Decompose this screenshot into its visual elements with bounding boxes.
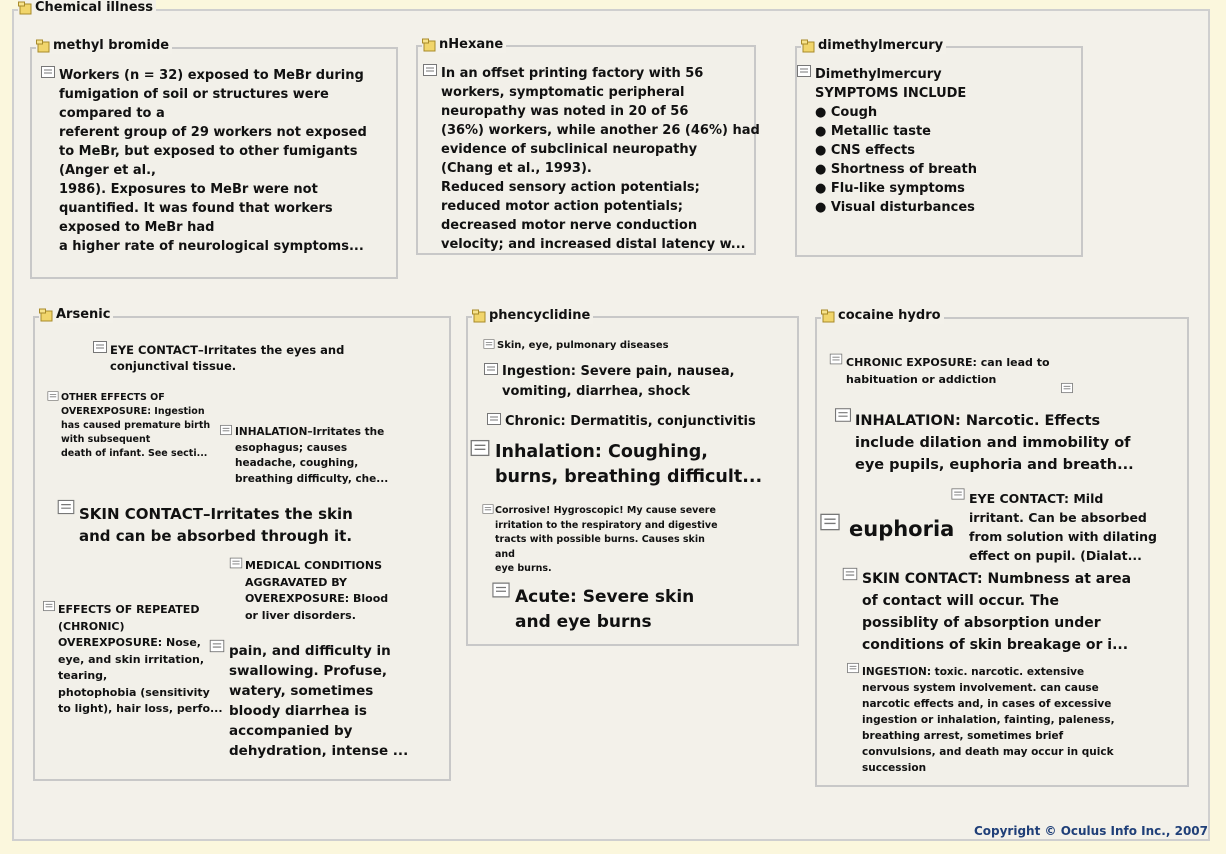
note-icon[interactable]: [483, 339, 494, 349]
folder-icon: [18, 1, 32, 15]
note-icon[interactable]: [220, 425, 232, 435]
note-icon[interactable]: [58, 500, 75, 514]
note-arsenic-eye[interactable]: EYE CONTACT–Irritates the eyes and conjunctival tissue.: [110, 343, 345, 373]
group-title-phencyclidine[interactable]: [472, 308, 593, 324]
folder-icon: [801, 39, 815, 53]
container-title[interactable]: [18, 0, 156, 16]
note-cocaine-skin[interactable]: SKIN CONTACT: Numbness at area of contact will occur. The possiblity of absorption under conditions of skin breakage or i...: [862, 571, 1132, 653]
note-cocaine-inhalation[interactable]: INHALATION: Narcotic. Effects include dilation and immobility of eye pupils, euphoria and breath...: [855, 413, 1134, 473]
note-icon[interactable]: [471, 440, 490, 456]
copyright-text: Copyright © Oculus Info Inc., 2007: [973, 824, 1208, 838]
note-icon[interactable]: [93, 341, 107, 353]
note-cocaine-chronic[interactable]: CHRONIC EXPOSURE: can lead to habituation or addiction: [846, 356, 1050, 386]
note-arsenic-inhalation[interactable]: INHALATION–Irritates the esophagus; causes headache, coughing, breathing difficulty, che...: [235, 426, 389, 485]
note-icon[interactable]: [797, 65, 811, 77]
note-phencyclidine-inhalation[interactable]: Inhalation: Coughing, burns, breathing difficult...: [495, 442, 763, 487]
note-phencyclidine-chronic[interactable]: Chronic: Dermatitis, conjunctivitis: [505, 414, 756, 429]
note-icon[interactable]: [423, 64, 437, 76]
note-arsenic-medical[interactable]: MEDICAL CONDITIONS AGGRAVATED BY OVEREXPOSURE: Blood or liver disorders.: [245, 559, 389, 622]
group-title-label: phencyclidine: [489, 308, 591, 323]
note-methyl-bromide[interactable]: Workers (n = 32) exposed to MeBr during fumigation of soil or structures were compared to a referent group of 29 workers not exposed to MeBr, but exposed to other fumigants (Anger et al., 1986). Exposures to MeBr were not quantified. It was found that workers exposed to MeBr had a higher rate of neurological symptoms...: [59, 68, 367, 254]
note-cocaine-ingestion[interactable]: INGESTION: toxic. narcotic. extensive nervous system involvement. can cause narcotic effects and, in cases of excessive ingestion or inhalation, fainting, paleness, breathing arrest, sometimes brief convulsions, and death may occur in quick succession: [862, 666, 1115, 774]
folder-icon: [821, 309, 835, 323]
symptom-item: ● Metallic taste: [815, 124, 931, 139]
note-arsenic-skin[interactable]: SKIN CONTACT–Irritates the skin and can be absorbed through it.: [79, 505, 353, 545]
note-icon[interactable]: [487, 413, 501, 425]
note-cocaine-eye[interactable]: EYE CONTACT: Mild irritant. Can be absorbed from solution with dilating effect on pupil. (Dialat...: [969, 491, 1157, 563]
note-icon[interactable]: [847, 663, 859, 673]
group-title-label: cocaine hydro: [838, 308, 941, 323]
note-icon[interactable]: [41, 66, 55, 78]
note-dimethylmercury-heading[interactable]: Dimethylmercury SYMPTOMS INCLUDE: [815, 67, 967, 101]
note-icon[interactable]: [43, 601, 55, 611]
note-phencyclidine-corrosive[interactable]: Corrosive! Hygroscopic! My cause severe irritation to the respiratory and digestive tracts with possible burns. Causes skin and eye burns.: [495, 505, 718, 574]
group-title-arsenic[interactable]: [39, 307, 113, 323]
folder-icon: [36, 39, 50, 53]
folder-icon: [472, 309, 486, 323]
group-title-label: methyl bromide: [53, 38, 170, 53]
group-title-label: dimethylmercury: [818, 38, 944, 53]
note-icon[interactable]: [1061, 383, 1073, 393]
note-nhexane[interactable]: In an offset printing factory with 56 workers, symptomatic peripheral neuropathy was noted in 20 of 56 (36%) workers, while another 26 (46%) had evidence of subclinical neuropathy (Chang et al., 1993). Reduced sensory action potentials; reduced motor action potentials; decreased motor nerve conduction velocity; and increased distal latency w...: [441, 66, 760, 252]
note-cocaine-euphoria[interactable]: euphoria: [849, 517, 955, 541]
group-title-dimethylmercury[interactable]: [801, 38, 946, 54]
note-icon[interactable]: [830, 354, 843, 365]
note-icon[interactable]: [47, 391, 58, 401]
note-icon[interactable]: [210, 640, 225, 653]
note-icon[interactable]: [843, 568, 858, 581]
note-icon[interactable]: [484, 363, 498, 375]
symptom-list: [815, 103, 977, 217]
folder-icon: [422, 38, 436, 52]
note-phencyclidine-ingestion[interactable]: Ingestion: Severe pain, nausea, vomiting, diarrhea, shock: [502, 364, 735, 399]
note-phencyclidine-skin-eye[interactable]: Skin, eye, pulmonary diseases: [497, 340, 669, 351]
note-icon[interactable]: [951, 488, 964, 499]
folder-icon: [39, 308, 53, 322]
group-title-label: Arsenic: [56, 307, 111, 322]
group-title-cocaine[interactable]: [821, 308, 944, 324]
group-title-nhexane[interactable]: [422, 37, 506, 53]
symptom-item: ● CNS effects: [815, 143, 916, 158]
note-arsenic-pain[interactable]: pain, and difficulty in swallowing. Profuse, watery, sometimes bloody diarrhea is accompanied by dehydration, intense ...: [229, 643, 409, 759]
note-icon[interactable]: [230, 558, 243, 569]
symptom-item: ● Cough: [815, 105, 878, 120]
note-icon[interactable]: [482, 504, 493, 514]
note-icon[interactable]: [835, 408, 851, 422]
container-title-label: Chemical illness: [35, 0, 153, 15]
group-title-label: nHexane: [439, 37, 504, 52]
symptom-item: ● Flu-like symptoms: [815, 181, 965, 196]
note-phencyclidine-acute[interactable]: Acute: Severe skin and eye burns: [515, 587, 695, 632]
note-icon[interactable]: [492, 583, 510, 598]
note-arsenic-other[interactable]: OTHER EFFECTS OF OVEREXPOSURE: Ingestion has caused premature birth with subsequent death of infant. See secti...: [61, 392, 211, 459]
group-title-methyl-bromide[interactable]: [36, 38, 172, 54]
symptom-item: ● Shortness of breath: [815, 162, 978, 177]
symptom-item: ● Visual disturbances: [815, 200, 975, 215]
note-icon[interactable]: [820, 514, 840, 531]
note-arsenic-repeated[interactable]: EFFECTS OF REPEATED (CHRONIC) OVEREXPOSURE: Nose, eye, and skin irritation, tearing, photophobia (sensitivity to light), hair loss, perfo...: [58, 603, 223, 715]
